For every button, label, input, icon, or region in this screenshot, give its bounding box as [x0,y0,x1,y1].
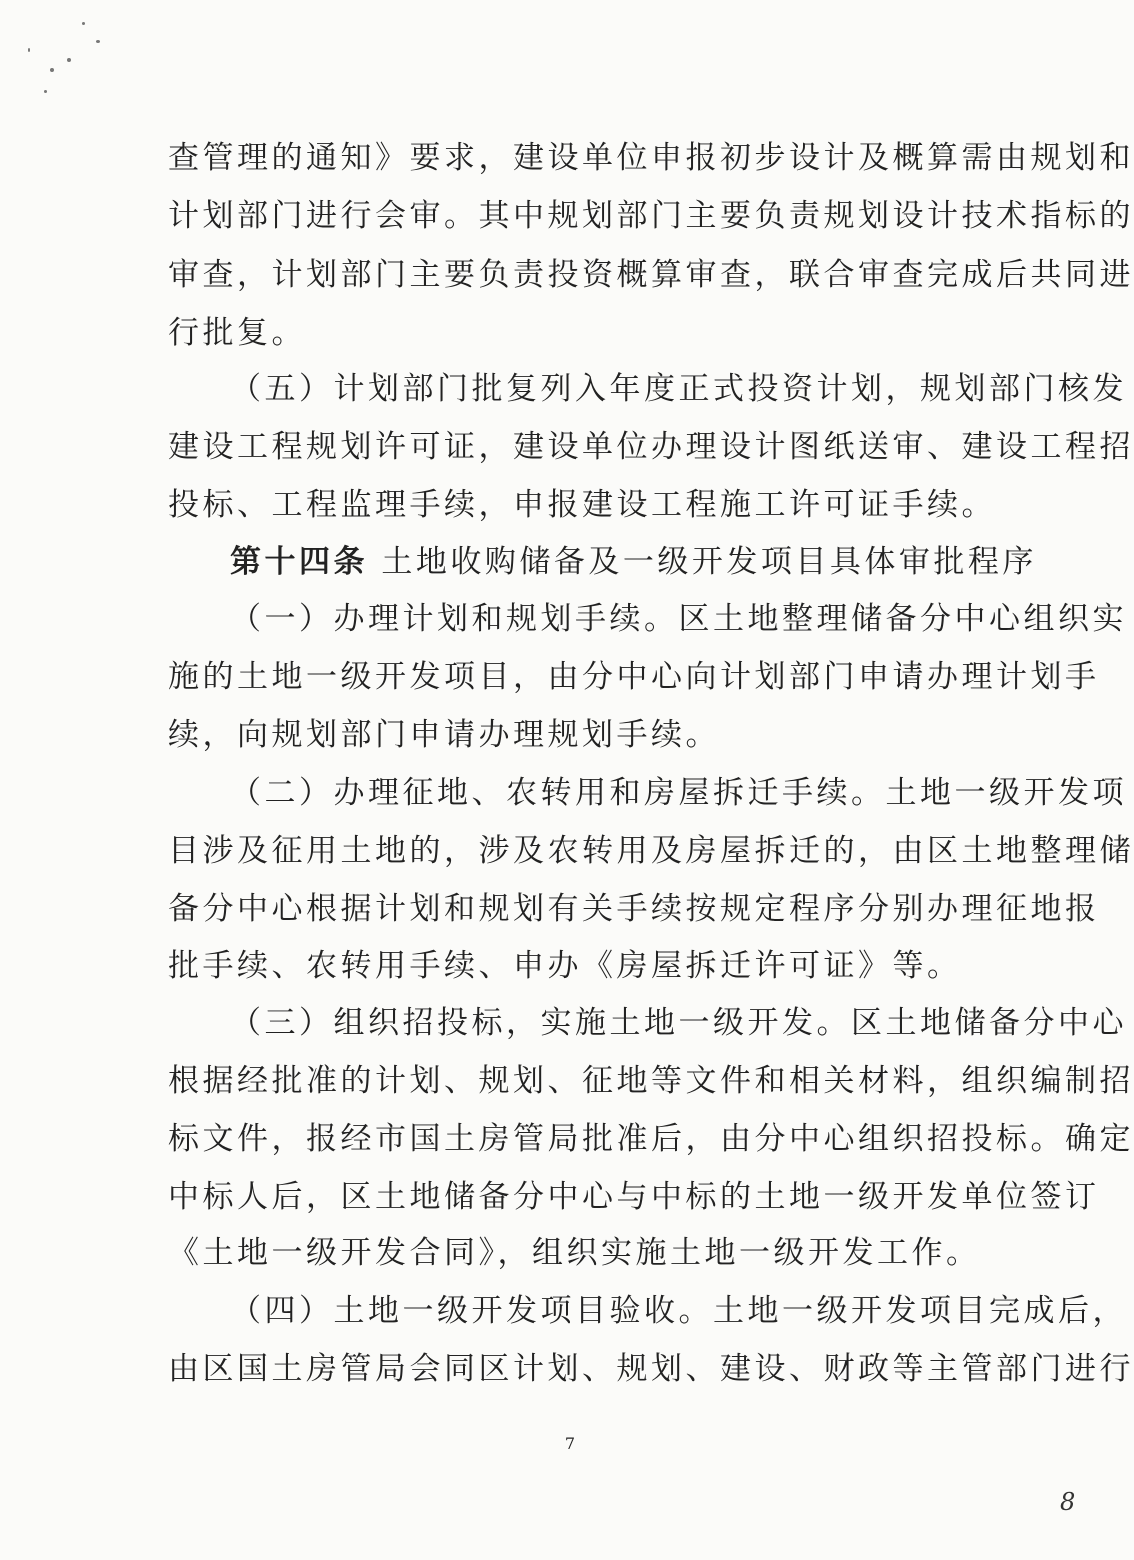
text-line: （一）办理计划和规划手续。区土地整理储备分中心组织实 [230,601,1127,637]
text-line: （五）计划部门批复列入年度正式投资计划，规划部门核发 [230,371,1127,407]
article-heading [230,542,1037,582]
scan-artifact [82,22,85,25]
scan-artifact [28,48,30,52]
scan-artifact [67,58,71,62]
text-line: 行批复。 [168,315,306,351]
text-line: 标文件，报经市国土房管局批准后，由分中心组织招投标。确定 [168,1121,1134,1157]
text-line: 批手续、农转用手续、申办《房屋拆迁许可证》等。 [168,948,962,984]
scan-artifact [50,68,54,72]
article-number: 第十四条 [230,544,368,580]
text-line: （二）办理征地、农转用和房屋拆迁手续。土地一级开发项 [230,775,1127,811]
text-line: 审查，计划部门主要负责投资概算审查，联合审查完成后共同进 [168,257,1134,293]
text-line: 计划部门进行会审。其中规划部门主要负责规划设计技术指标的 [168,198,1134,234]
text-line: 施的土地一级开发项目，由分中心向计划部门申请办理计划手 [168,659,1100,695]
text-line: 《土地一级开发合同》，组织实施土地一级开发工作。 [168,1235,981,1271]
handwritten-page-mark: 8 [1060,1488,1076,1516]
text-line: 目涉及征用土地的，涉及农转用及房屋拆迁的，由区土地整理储 [168,833,1134,869]
text-line: 由区国土房管局会同区计划、规划、建设、财政等主管部门进行 [168,1351,1134,1387]
text-line: 投标、工程监理手续，申报建设工程施工许可证手续。 [168,487,996,523]
text-line: （四）土地一级开发项目验收。土地一级开发项目完成后， [230,1293,1127,1329]
text-line: 中标人后，区土地储备分中心与中标的土地一级开发单位签订 [168,1179,1100,1215]
text-line: 根据经批准的计划、规划、征地等文件和相关材料，组织编制招 [168,1063,1134,1099]
text-line: 建设工程规划许可证，建设单位办理设计图纸送审、建设工程招 [168,429,1134,465]
text-line: 续，向规划部门申请办理规划手续。 [168,717,720,753]
text-line: 查管理的通知》要求，建设单位申报初步设计及概算需由规划和 [168,140,1134,176]
page-number: 7 [564,1434,576,1453]
text-line: 备分中心根据计划和规划有关手续按规定程序分别办理征地报 [168,891,1100,927]
text-line: （三）组织招投标，实施土地一级开发。区土地储备分中心 [230,1005,1127,1041]
scan-artifact [96,40,100,43]
scan-artifact [44,90,47,93]
article-title: 土地收购储备及一级开发项目具体审批程序 [381,544,1037,580]
